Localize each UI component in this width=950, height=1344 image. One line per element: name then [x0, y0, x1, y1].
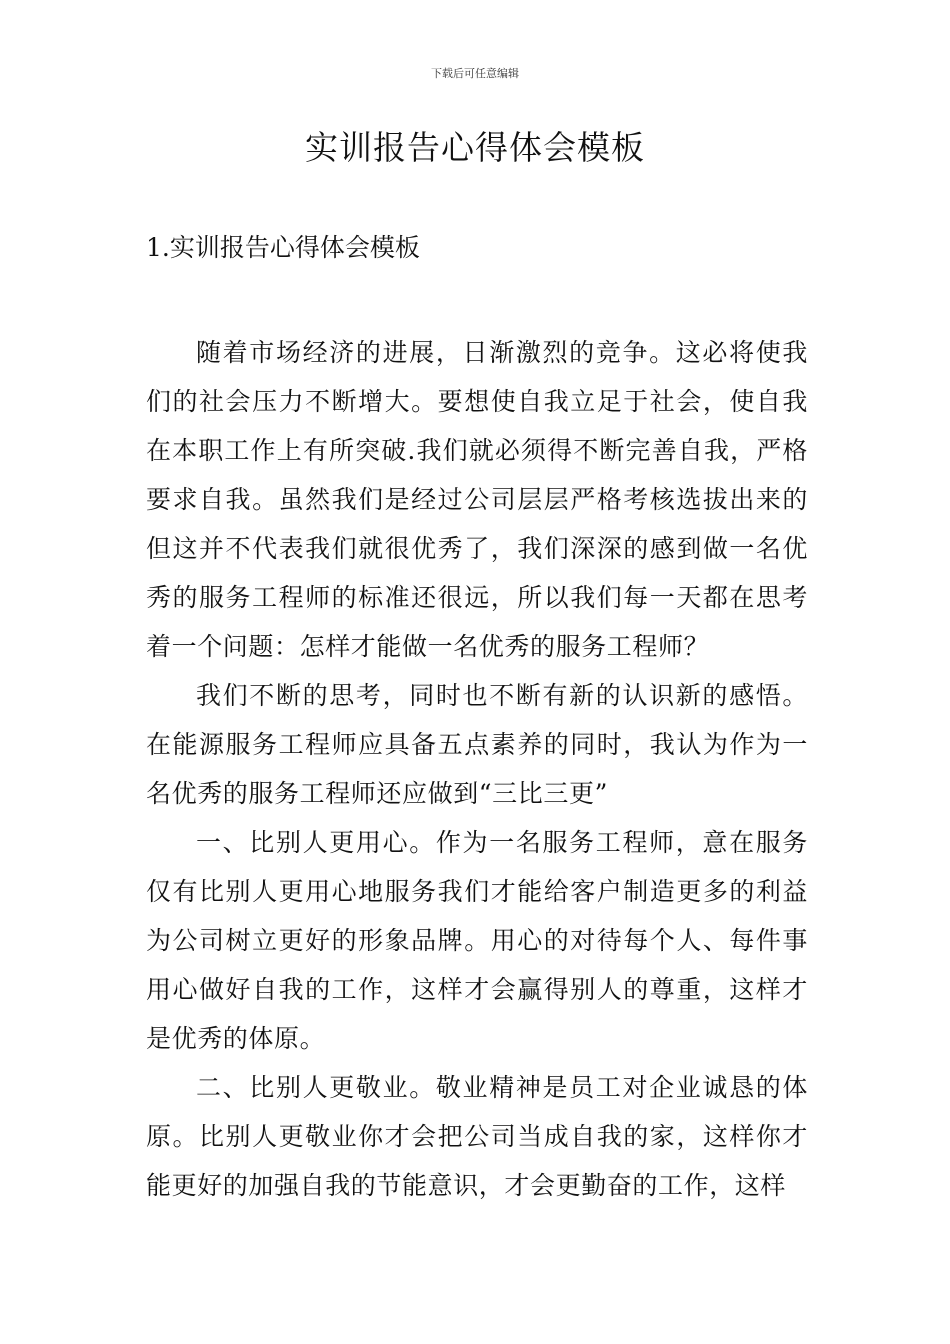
section-heading: 1.实训报告心得体会模板: [146, 233, 420, 262]
body-text: [146, 328, 808, 1210]
paragraph-intro: 随着市场经济的进展，日渐激烈的竞争。这必将使我们的社会压力不断增大。要想使自我立足于社会，使自我在本职工作上有所突破.我们就必须得不断完善自我，严格要求自我。虽然我们是经过公司层层严格考核选拔出来的但这并不代表我们就很优秀了，我们深深的感到做一名优秀的服务工程师的标准还很远，所以我们每一天都在思考着一个问题：怎样才能做一名优秀的服务工程师？: [146, 338, 808, 661]
paragraph-reflection: 我们不断的思考，同时也不断有新的认识新的感悟。在能源服务工程师应具备五点素养的同时，我认为作为一名优秀的服务工程师还应做到“三比三更”: [146, 681, 808, 808]
header-note: 下载后可任意编辑: [431, 67, 519, 80]
paragraph-point-two: 二、比别人更敬业。敬业精神是员工对企业诚恳的体原。比别人更敬业你才会把公司当成自我的家，这样你才能更好的加强自我的节能意识，才会更勤奋的工作，这样: [146, 1073, 808, 1200]
paragraph-point-one: 一、比别人更用心。作为一名服务工程师，意在服务仅有比别人更用心地服务我们才能给客户制造更多的利益为公司树立更好的形象品牌。用心的对待每个人、每件事用心做好自我的工作，这样才会赢得别人的尊重，这样才是优秀的体原。: [146, 828, 808, 1053]
document-title: 实训报告心得体会模板: [305, 128, 645, 167]
